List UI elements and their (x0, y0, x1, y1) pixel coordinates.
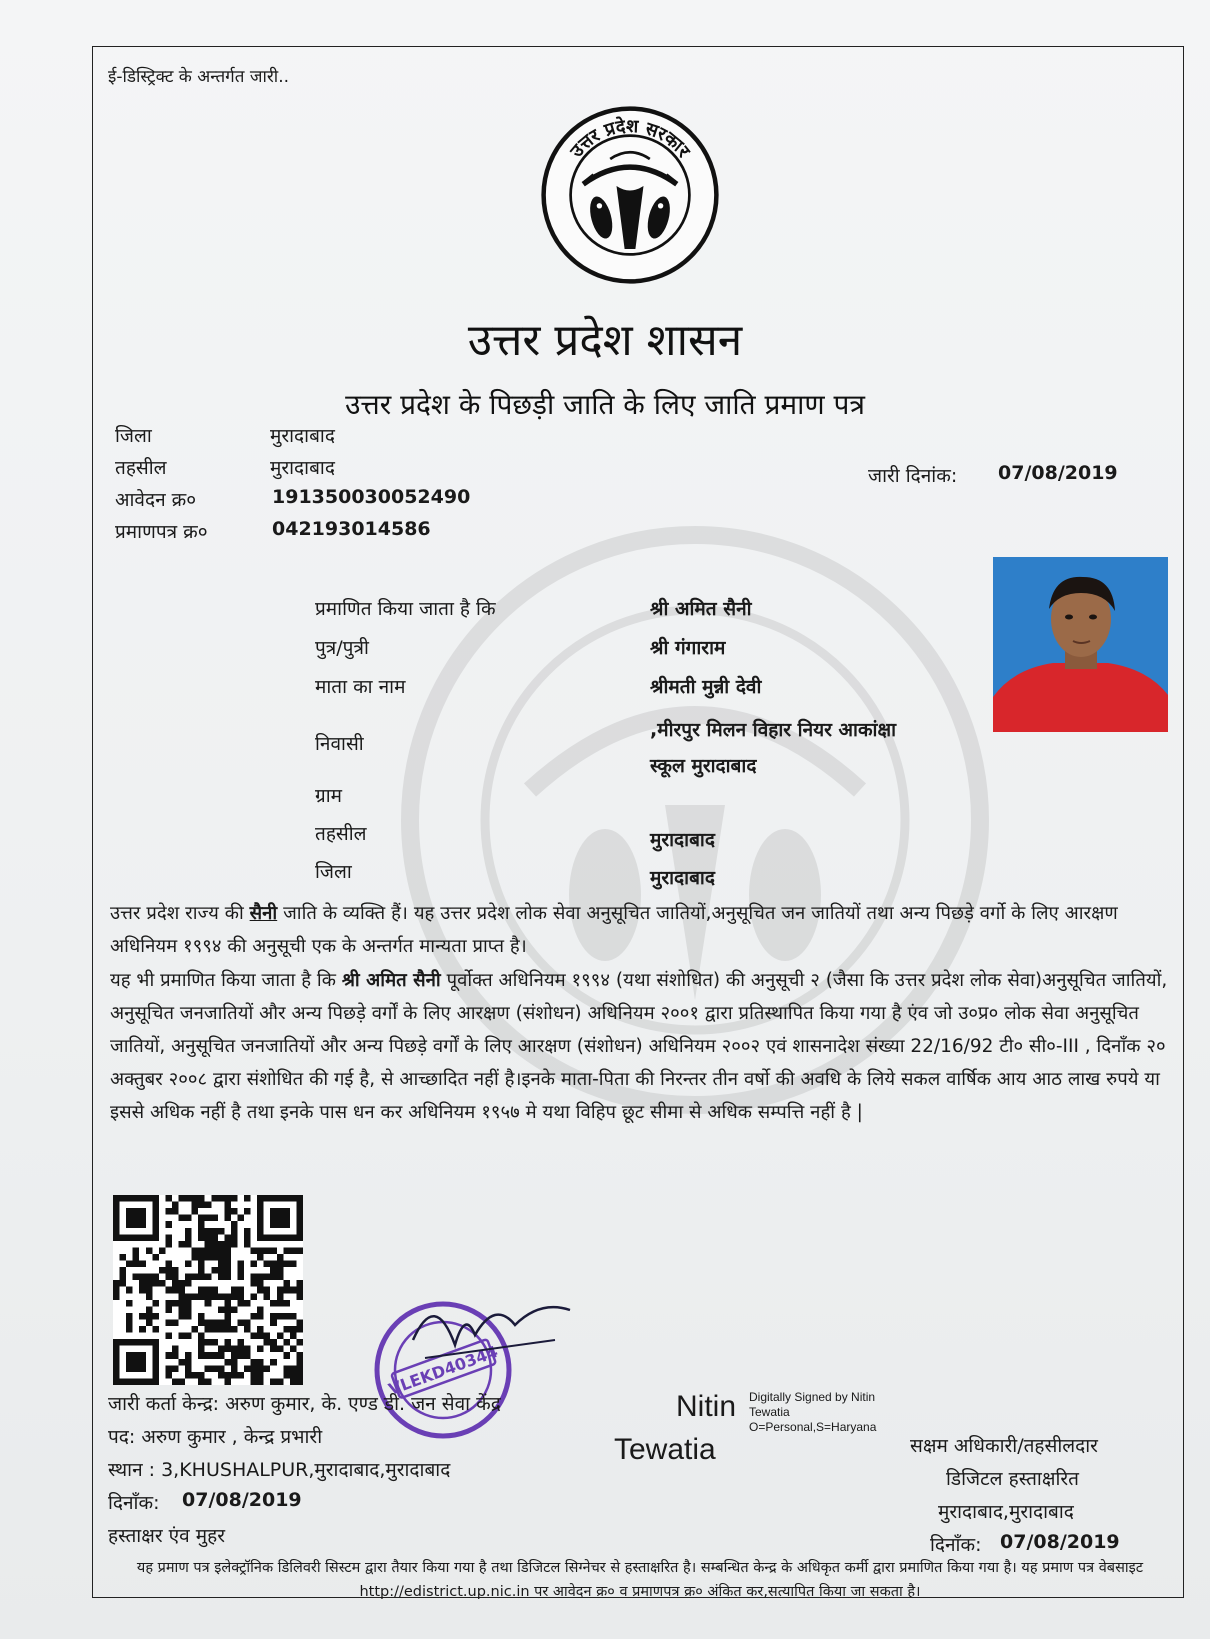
issuer-sign-label: हस्ताक्षर एंव मुहर (108, 1525, 225, 1547)
issuer-date-value: 07/08/2019 (182, 1489, 302, 1511)
applicant-portrait-icon (993, 557, 1168, 732)
verification-qr-code[interactable] (113, 1195, 303, 1385)
up-government-emblem-icon (540, 105, 720, 285)
authority-date-value: 07/08/2019 (1000, 1531, 1120, 1553)
detail-tehsil-value: मुरादाबाद (650, 829, 715, 851)
issue-date-label: जारी दिनांक: (868, 465, 958, 487)
emblem-text: उत्तर प्रदेश सरकार (566, 115, 694, 162)
resident-label: निवासी (315, 733, 364, 755)
applicant-photo (993, 557, 1168, 732)
digital-signature-line-2: Tewatia (749, 1405, 790, 1419)
certificate-subtitle: उत्तर प्रदेश के पिछड़ी जाति के लिए जाति प्रमाण पत्र (345, 388, 865, 421)
issuer-date-label: दिनाँक: (108, 1492, 160, 1514)
service-center-stamp (355, 1270, 575, 1445)
paragraph-caste (110, 897, 1170, 963)
holder-name: श्री अमित सैनी (650, 598, 752, 620)
signer-last-name: Tewatia (614, 1433, 716, 1466)
authority-designation: सक्षम अधिकारी/तहसीलदार (910, 1435, 1098, 1457)
tehsil-value: मुरादाबाद (270, 457, 335, 479)
certificate-number-label: प्रमाणपत्र क्र० (115, 521, 208, 543)
address-line-2: स्कूल मुरादाबाद (650, 755, 757, 777)
detail-district-label: जिला (315, 861, 352, 883)
paragraph-eligibility (110, 964, 1170, 1129)
father-name: श्री गंगाराम (650, 637, 726, 659)
signer-first-name: Nitin (676, 1390, 737, 1423)
mother-name: श्रीमती मुन्नी देवी (650, 676, 762, 698)
detail-tehsil-label: तहसील (315, 823, 367, 845)
caste-name: सैनी (249, 903, 278, 924)
district-label: जिला (115, 425, 152, 447)
issuer-place: स्थान : 3,KHUSHALPUR,मुरादाबाद,मुरादाबाद (108, 1459, 451, 1481)
village-label: ग्राम (315, 785, 342, 807)
stamp-code: VLEKD40344 (385, 1341, 501, 1400)
issuer-center: जारी कर्ता केन्द्र: अरुण कुमार, के. एण्ड डी. जन सेवा केंद्र (108, 1393, 501, 1415)
child-of-label: पुत्र/पुत्री (315, 637, 369, 659)
application-number-value: 191350030052490 (272, 486, 471, 508)
paragraph-caste-suffix: जाति के व्यक्ति हैं। यह उत्तर प्रदेश लोक सेवा अनुसूचित जातियों,अनुसूचित जन जातियों तथा अन्य पिछड़े वर्गो के लिए आरक्षण अधिनियम १९९४ की अनुसूची एक के अन्तर्गत मान्यता प्राप्त है। (110, 903, 1118, 957)
paragraph-holder-name: श्री अमित सैनी (341, 970, 441, 991)
paragraph-eligibility-prefix: यह भी प्रमाणित किया जाता है कि (110, 970, 342, 991)
authority-place: मुरादाबाद,मुरादाबाद (938, 1501, 1074, 1523)
paragraph-caste-prefix: उत्तर प्रदेश राज्य की (110, 903, 250, 924)
certificate-title: उत्तर प्रदेश शासन (467, 315, 743, 366)
digital-signature-line-3: O=Personal,S=Haryana (749, 1420, 877, 1434)
authority-date-label: दिनाँक: (930, 1534, 982, 1556)
digital-signature-line-1: Digitally Signed by Nitin (749, 1390, 876, 1404)
certify-label: प्रमाणित किया जाता है कि (315, 598, 496, 620)
issued-under-text: ई-डिस्ट्रिक्ट के अन्तर्गत जारी.. (108, 67, 290, 87)
paragraph-eligibility-suffix: पूर्वोक्त अधिनियम १९९४ (यथा संशोधित) की अनुसूची २ (जैसा कि उत्तर प्रदेश लोक सेवा)अनुसूचित जातियों, अनुसूचित जनजातियों और अन्य पिछड़े वर्गों के लिए आरक्षण (संशोधन) अधिनियम २००१ द्वारा प्रतिस्थापित किया गया है एंव जो उ०प्र० लोक सेवा अनुसूचित जातियों, अनुसूचित जनजातियों और अन्य पिछड़े वर्गों के लिए आरक्षण (संशोधन) अधिनियम २००२ एवं शासनादेश संख्या 22/16/92 टी० सी०-III , दिनाँक २० अक्तुबर २००८ द्वारा संशोधित की गई है, से आच्छादित नहीं है।इनके माता-पिता की निरन्तर तीन वर्षो की अवधि के लिये सकल वार्षिक आय आठ लाख रुपये या इससे अधिक नहीं है तथा इनके पास धन कर अधिनियम १९५७ मे यथा विहिप छूट सीमा से अधिक सम्पत्ति नहीं है | (110, 970, 1168, 1123)
application-number-label: आवेदन क्र० (115, 489, 197, 511)
tehsil-label: तहसील (115, 457, 167, 479)
issuer-post: पद: अरुण कुमार , केन्द्र प्रभारी (108, 1426, 323, 1448)
address-line-1: ,मीरपुर मिलन विहार नियर आकांक्षा (650, 719, 897, 741)
footer-note: यह प्रमाण पत्र इलेक्ट्रॉनिक डिलिवरी सिस्टम द्वारा तैयार किया गया है तथा डिजिटल सिग्नेचर से हस्ताक्षरित है। सम्बन्धित केन्द्र के अधिकृत कर्मी द्वारा प्रमाणित किया गया है। यह प्रमाण पत्र वेबसाइट http://edistrict.up.nic.in पर आवेदन क्र० व प्रमाणपत्र क्र० अंकित कर,सत्यापित किया जा सकता है। (136, 1560, 1144, 1600)
district-value: मुरादाबाद (270, 425, 335, 447)
detail-district-value: मुरादाबाद (650, 867, 715, 889)
mother-label: माता का नाम (315, 676, 406, 698)
certificate-number-value: 042193014586 (272, 518, 431, 540)
authority-signed: डिजिटल हस्ताक्षरित (946, 1468, 1079, 1490)
issue-date-value: 07/08/2019 (998, 462, 1118, 484)
digital-signature-details (749, 1390, 876, 1435)
